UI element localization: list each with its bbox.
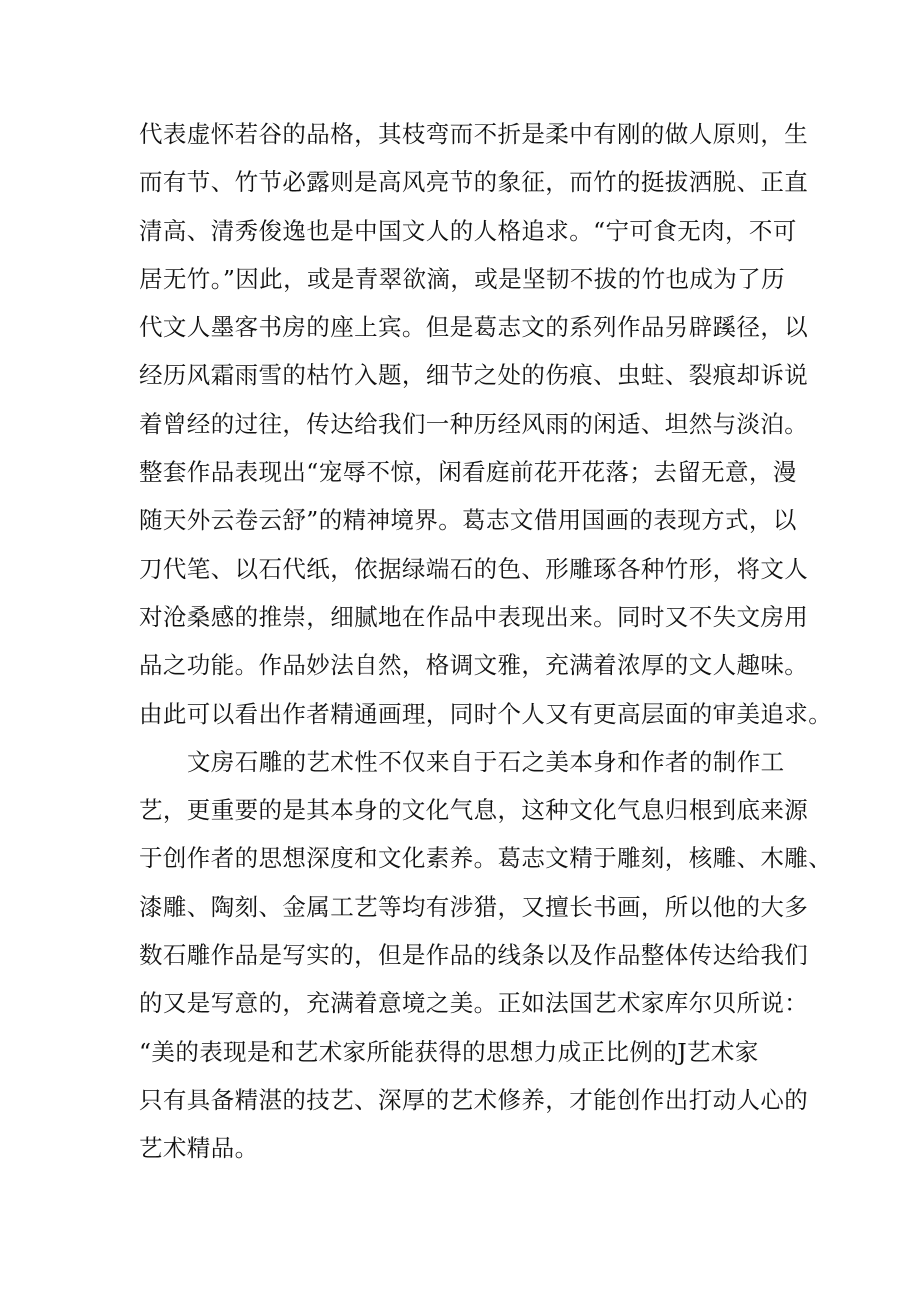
text-line: 数石雕作品是写实的，但是作品的线条以及作品整体传达给我们 xyxy=(139,941,809,970)
body-text xyxy=(139,110,833,1173)
text-line: 代文人墨客书房的座上宾。但是葛志文的系列作品另辟蹊径，以 xyxy=(139,313,809,342)
text-line: 漆雕、陶刻、金属工艺等均有涉猎，又擅长书画，所以他的大多 xyxy=(139,892,809,921)
text-line: 的又是写意的，充满着意境之美。正如法国艺术家库尔贝所说： xyxy=(139,989,809,1018)
text-line: “美的表现是和艺术家所能获得的思想力成正比例的J艺术家 xyxy=(139,1037,759,1066)
text-line: 经历风霜雨雪的枯竹入题，细节之处的伤痕、虫蛀、裂痕却诉说 xyxy=(139,361,809,390)
paragraph-bamboo xyxy=(139,110,833,738)
text-line: 只有具备精湛的技艺、深厚的艺术修养，才能创作出打动人心的 xyxy=(139,1085,809,1114)
text-line: 于创作者的思想深度和文化素养。葛志文精于雕刻，核雕、木雕、 xyxy=(139,844,833,873)
text-line: 刀代笔、以石代纸，依据绿端石的色、形雕琢各种竹形，将文人 xyxy=(139,554,809,583)
text-line: 品之功能。作品妙法自然，格调文雅，充满着浓厚的文人趣味。 xyxy=(139,651,809,680)
text-line: 艺，更重要的是其本身的文化气息，这种文化气息归根到底来源 xyxy=(139,796,809,825)
text-line: 居无竹。”因此，或是青翠欲滴，或是坚韧不拔的竹也成为了历 xyxy=(139,264,785,293)
text-line: 对沧桑感的推崇，细腻地在作品中表现出来。同时又不失文房用 xyxy=(139,602,809,631)
text-line: 而有节、竹节必露则是高风亮节的象征，而竹的挺拔洒脱、正直 xyxy=(139,168,809,197)
text-line: 代表虚怀若谷的品格，其枝弯而不折是柔中有刚的做人原则，生 xyxy=(139,120,809,148)
text-line: 由此可以看出作者精通画理，同时个人又有更高层面的审美追求。 xyxy=(139,699,833,728)
text-line: 艺术精品。 xyxy=(139,1134,259,1163)
paragraph-artistry xyxy=(139,738,833,1173)
text-line: 整套作品表现出“宠辱不惊，闲看庭前花开花落；去留无意，漫 xyxy=(139,458,797,487)
text-line-indented: 文房石雕的艺术性不仅来自于石之美本身和作者的制作工 xyxy=(187,747,785,776)
text-line: 清高、清秀俊逸也是中国文人的人格追求。“宁可食无肉，不可 xyxy=(139,216,797,245)
text-line: 着曾经的过往，传达给我们一种历经风雨的闲适、坦然与淡泊。 xyxy=(139,409,809,438)
text-line: 随天外云卷云舒”的精神境界。葛志文借用国画的表现方式，以 xyxy=(139,506,797,535)
